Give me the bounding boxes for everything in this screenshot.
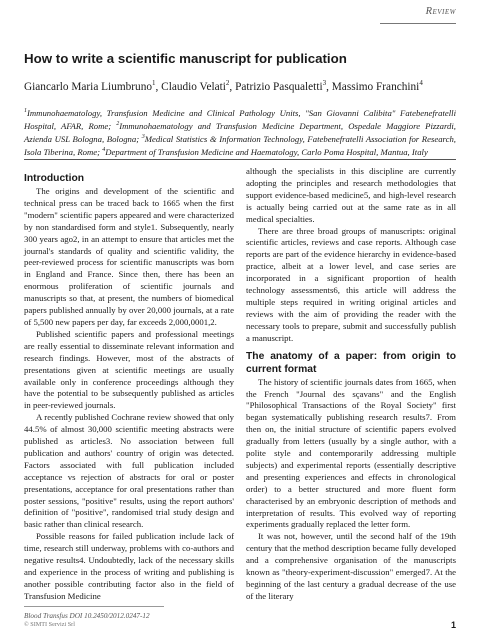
- author-name: Claudio Velati: [161, 80, 226, 93]
- paragraph: A recently published Cochrane review showed that only 44.5% of almost 30,000 scientific meeting abstracts were published as articles3. No association between full publication and authors' country of origin was detected. Factors associated with full publication included acceptance vs rejection of abstracts for oral or poster presentations, acceptance for oral presentations rather than poster sessions, "positive" results, using the report authors' definition of "positive", randomised trial study design and basic rather than clinical research.: [24, 412, 234, 530]
- right-column: [246, 166, 456, 603]
- page-number: 1: [450, 620, 456, 630]
- journal-citation: Blood Transfus DOI 10.2450/2012.0247-12: [24, 612, 150, 620]
- author-affiliation-marker: 3: [322, 79, 327, 87]
- author-name: Patrizio Pasqualetti: [235, 80, 323, 93]
- section-label: Review: [425, 6, 456, 17]
- paragraph: Published scientific papers and professional meetings are really essential to disseminate relevant information and research findings. However, most of the abstracts of presentations given at scientific meetings are usually available only in conference proceedings although they have the potential to be subsequently published as articles in peer-reviewed journals.: [24, 328, 234, 411]
- paragraph: although the specialists in this discipline are currently adopting the principles and research methodologies that support evidence-based medicine5, and high-level research is actually being carried out at the same rate as in all medical specialties.: [246, 166, 456, 224]
- author-name: Giancarlo Maria Liumbruno: [24, 80, 152, 93]
- author-affiliation-marker: 2: [225, 79, 230, 87]
- author-name: Massimo Franchini: [331, 80, 420, 93]
- section-heading-introduction: Introduction: [24, 173, 85, 184]
- author-affiliation-marker: 4: [419, 79, 423, 87]
- affiliation-text: Immunohaematology and Transfusion Medicine Department, Ospedale Maggiore Pizzardi, Azienda USL Bologna, Bologna;: [24, 120, 456, 144]
- affiliation-text: Department of Transfusion Medicine and Haematology, Carlo Poma Hospital, Mantua, Italy: [105, 146, 428, 157]
- section-heading-anatomy: The anatomy of a paper: from origin to current format: [246, 350, 456, 375]
- affiliation-text: Immunohaematology, Transfusion Medicine and Clinical Pathology Units, "San Giovanni Calibita" Fatebenefratelli Hospital, AFAR, Rome;: [24, 107, 456, 131]
- affiliation-text: Medical Statistics & Information Technology, Fatebenefratelli Association for Research, Isola Tiberina, Rome;: [24, 133, 456, 157]
- article-title: How to write a scientific manuscript for publication: [24, 51, 347, 66]
- section-rule: [380, 23, 456, 24]
- footer-divider: [24, 606, 164, 607]
- left-column: [24, 166, 234, 603]
- copyright-notice: © SIMTI Servizi Srl: [24, 621, 75, 628]
- paragraph: Possible reasons for failed publication include lack of time, research still underway, problems with co-authors and negative results4. Undoubtedly, lack of the necessary skills and experience in the process of writing and publishing is another possible contributing factor also in the field of Transfusion Medicine: [24, 531, 234, 601]
- header-divider: [24, 159, 456, 160]
- author-list: Giancarlo Maria Liumbruno$^1$, Claudio Velati$^2$, Patrizio Pasqualetti$^3$, Massimo Franchini$^4$: [24, 79, 423, 93]
- paragraph: There are three broad groups of manuscripts: original scientific articles, reviews and case reports. Although case reports are part of the evidence hierarchy in evidence-based practice, albeit at a lower level, and case series are incorporated in a significant proportion of health technology assessments6, this article will address the multiple steps required in writing original articles and reviews with the aim of providing the reader with the necessary tools to prepare, submit and successfully publish a manuscript.: [246, 225, 456, 343]
- paragraph: It was not, however, until the second half of the 19th century that the method description became fully developed and a comprehensive organisation of the manuscripts known as "theory-experiment-discussion" emerged7. At the beginning of the last century a gradual decrease of the use of the literary: [246, 531, 456, 601]
- author-affiliation-marker: 1: [152, 79, 156, 87]
- paragraph: The origins and development of the scientific and technical press can be traced back to 1665 when the first "modern" scientific papers appeared and were characterized by non standardised form and style1. Subsequently, nearly 300 years ago2, in an attempt to ensure that articles met the journal's standards of quality and scientific validity, the peer-reviewed process for scientific manuscripts was born in England and France. Since then, there has been an enormous proliferation of scientific journals and manuscripts so that, at present, the numbers of biomedical papers published annually by over 20,000 journals, at a rate of 5,500 new papers per day, far exceeds 2,000,0001,2.: [24, 186, 234, 327]
- paragraph: The history of scientific journals dates from 1665, when the French "Journal des sçavans" and the English "Philosophical Transactions of the Royal Society" first began systematically publishing research results7. From then on, the initial structure of scientific papers evolved gradually from letters (usually by a single author, with a polite style and contemporarily addressing multiple subjects) and experimental reports (essentially descriptive and presenting experiences and effects in chronological order) to a better structured and more fluent form characterised by an embryonic description of methods and interpretation of results. This evolved way of reporting experiments gradually replaced the letter form.: [246, 376, 456, 530]
- affiliation-marker: 2: [116, 120, 120, 127]
- affiliation-marker: 1: [24, 108, 27, 114]
- affiliation-marker: 4: [102, 146, 106, 153]
- affiliations: [24, 106, 456, 158]
- affiliation-marker: 3: [141, 133, 145, 140]
